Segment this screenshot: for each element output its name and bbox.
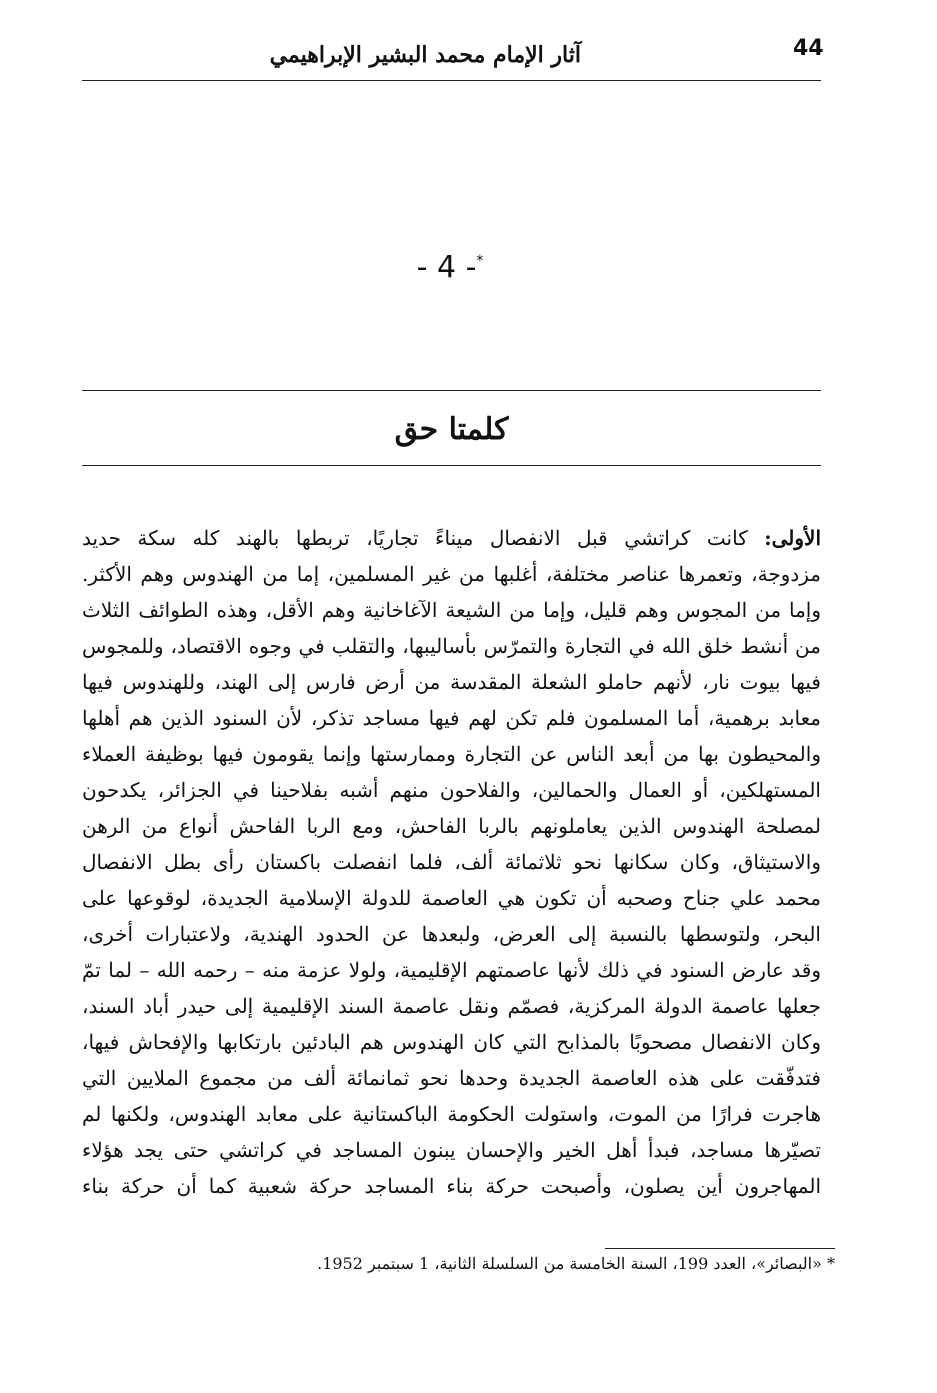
body-line: والمحيطون بها من أبعد الناس عن التجارة وممارستها وإنما يقومون فيها بوظيفة العملاء (82, 742, 821, 766)
body-line: تصيّرها مساجد، فبدأ أهل الخير والإحسان يبنون المساجد في كراتشي حتى يجد هؤلاء (82, 1138, 821, 1162)
body-line: وقد عارض السنود في ذلك لأنها عاصمتهم الإقليمية، ولولا عزمة منه – رحمه الله – لما تمّ (82, 958, 821, 982)
title-top-rule (82, 390, 821, 391)
body-line: وكان الانفصال مصحوبًا بالمذابح التي كان الهندوس هم البادئين بارتكابها والإفحاش فيها، (82, 1030, 821, 1054)
section-number-text: - 4 - (416, 250, 477, 285)
footnote: * «البصائر»، العدد 199، السنة الخامسة من السلسلة الثانية، 1 سبتمبر 1952. (317, 1254, 835, 1273)
body-line (82, 520, 821, 556)
article-title: كلمتا حق (394, 412, 509, 447)
body-line: البحر، ولتوسطها بالنسبة إلى العرض، ولبعدها عن الحدود الهندية، ولاعتبارات أخرى، (82, 922, 821, 946)
body-line: من أنشط خلق الله في التجارة والتمرّس بأساليبها، والتقلب في وجوه الاقتصاد، وللمجوس (82, 634, 821, 658)
title-bottom-rule (82, 465, 821, 466)
body-line: هاجرت فرارًا من الموت، واستولت الحكومة الباكستانية على معابد الهندوس، ولكنها لم (82, 1102, 821, 1126)
body-line: وإما من المجوس وهم قليل، وإما من الشيعة الآغاخانية وهم الأقل، وهذه الطوائف الثلاث (82, 598, 821, 622)
body-line: والاستيثاق، وكان سكانها نحو ثلاثمائة ألف، فلما انفصلت باكستان رأى بطل الانفصال (82, 850, 821, 874)
section-number (390, 250, 510, 285)
footnote-marker: * (476, 253, 484, 269)
body-line: جعلها عاصمة الدولة المركزية، فصمّم ونقل عاصمة السند الإقليمية إلى حيدر أباد السند، (82, 994, 821, 1018)
body-line: فتدفّقت على هذه العاصمة الجديدة وحدها نحو ثمانمائة ألف من مجموع الملايين التي (82, 1066, 821, 1090)
lead-word: الأولى: (764, 526, 821, 550)
page-number: 44 (793, 36, 824, 61)
body-line: محمد علي جناح وصحبه أن تكون هي العاصمة للدولة الإسلامية الجديدة، لوقوعها على (82, 886, 821, 910)
running-title: آثار الإمام محمد البشير الإبراهيمي (269, 42, 581, 68)
body-line-text: كانت كراتشي قبل الانفصال ميناءً تجاريًا، تربطها بالهند كله سكة حديد (82, 526, 748, 550)
body-line: لمصلحة الهندوس الذين يعاملونهم بالربا الفاحش، ومع الربا الفاحش أنواع من الرهن (82, 814, 821, 838)
body-line: معابد برهمية، أما المسلمون فلم تكن لهم فيها مساجد تذكر، لأن السنود الذين هم أهلها (82, 706, 821, 730)
body-line: المستهلكين، أو العمال والحمالين، والفلاحون منهم أشبه بفلاحينا في الجزائر، يكدحون (82, 778, 821, 802)
body-line: مزدوجة، وتعمرها عناصر مختلفة، أغلبها من غير المسلمين، إما من الهندوس وهم الأكثر. (82, 562, 821, 586)
body-line: فيها بيوت نار، لأنهم حاملو الشعلة المقدسة من أرض فارس إلى الهند، وللهندوس فيها (82, 670, 821, 694)
article-body (82, 520, 821, 1204)
body-line: المهاجرون أين يصلون، وأصبحت حركة بناء المساجد حركة شعبية كما أن حركة بناء (82, 1174, 821, 1198)
header-rule (82, 80, 821, 81)
footnote-rule (605, 1248, 835, 1249)
